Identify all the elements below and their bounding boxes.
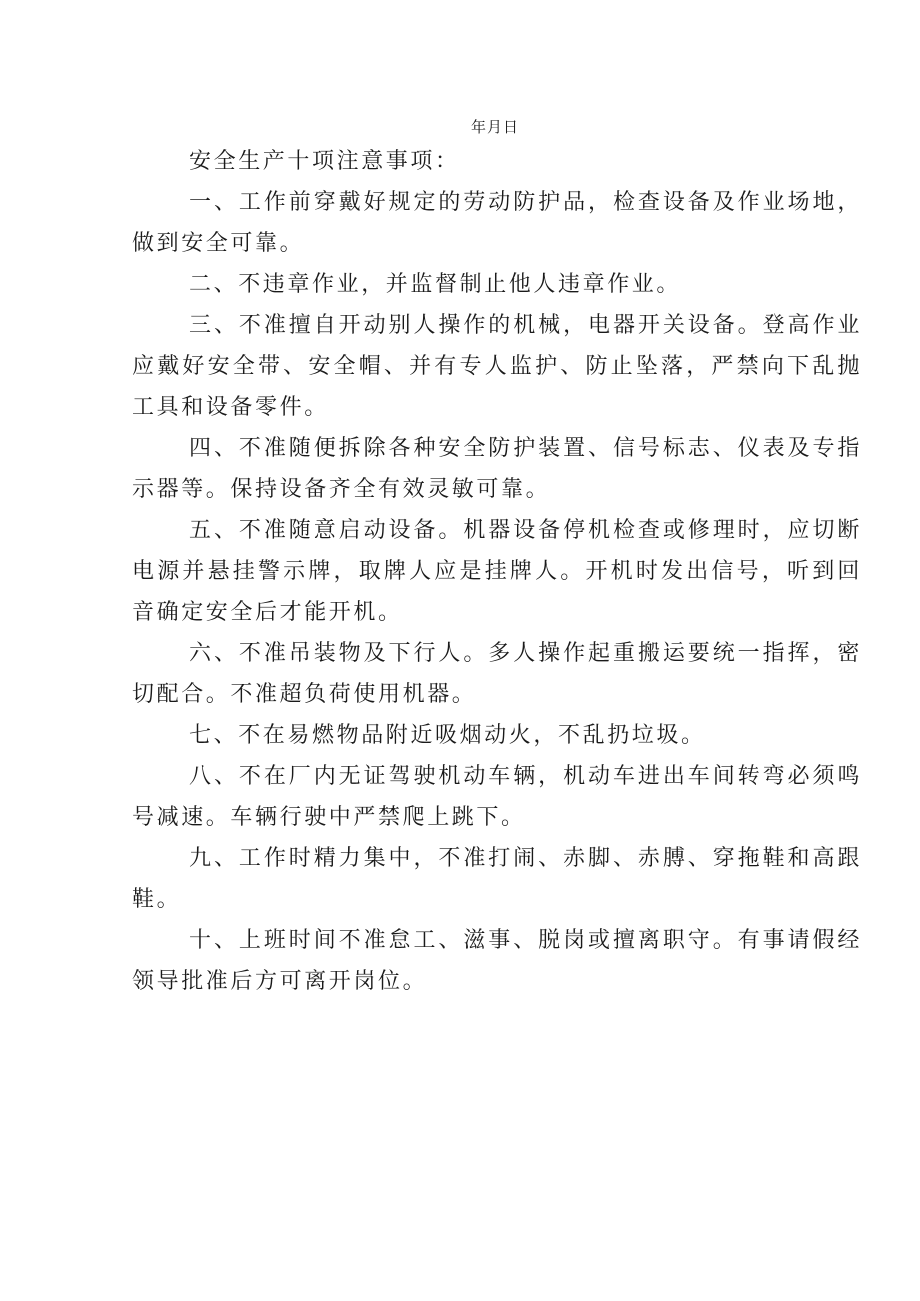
section-heading: 安全生产十项注意事项：	[189, 149, 460, 174]
rule-item-3: 三、不准擅自开动别人操作的机械，电器开关设备。登高作业应戴好安全带、安全帽、并有专人监护、防止坠落，严禁向下乱抛工具和设备零件。	[132, 313, 862, 420]
rule-item-9: 九、工作时精力集中，不准打闹、赤脚、赤膊、穿拖鞋和高跟鞋。	[132, 846, 862, 912]
date-line: 年月日	[470, 118, 519, 136]
rule-item-6: 六、不准吊装物及下行人。多人操作起重搬运要统一指挥，密切配合。不准超负荷使用机器。	[132, 641, 862, 707]
rule-item-4: 四、不准随便拆除各种安全防护装置、信号标志、仪表及专指示器等。保持设备齐全有效灵敏可靠。	[132, 436, 862, 502]
rule-item-8: 八、不在厂内无证驾驶机动车辆，机动车进出车间转弯必须鸣号减速。车辆行驶中严禁爬上跳下。	[132, 764, 862, 830]
rule-item-5: 五、不准随意启动设备。机器设备停机检查或修理时，应切断电源并悬挂警示牌，取牌人应是挂牌人。开机时发出信号，听到回音确定安全后才能开机。	[132, 518, 862, 625]
rule-item-2: 二、不违章作业，并监督制止他人违章作业。	[189, 272, 682, 297]
rule-item-7: 七、不在易燃物品附近吸烟动火，不乱扔垃圾。	[189, 723, 706, 748]
document-body	[132, 141, 862, 1002]
rule-item-10: 十、上班时间不准怠工、滋事、脱岗或擅离职守。有事请假经领导批准后方可离开岗位。	[132, 928, 862, 994]
rule-item-1: 一、工作前穿戴好规定的劳动防护品，检查设备及作业场地，做到安全可靠。	[132, 190, 862, 256]
